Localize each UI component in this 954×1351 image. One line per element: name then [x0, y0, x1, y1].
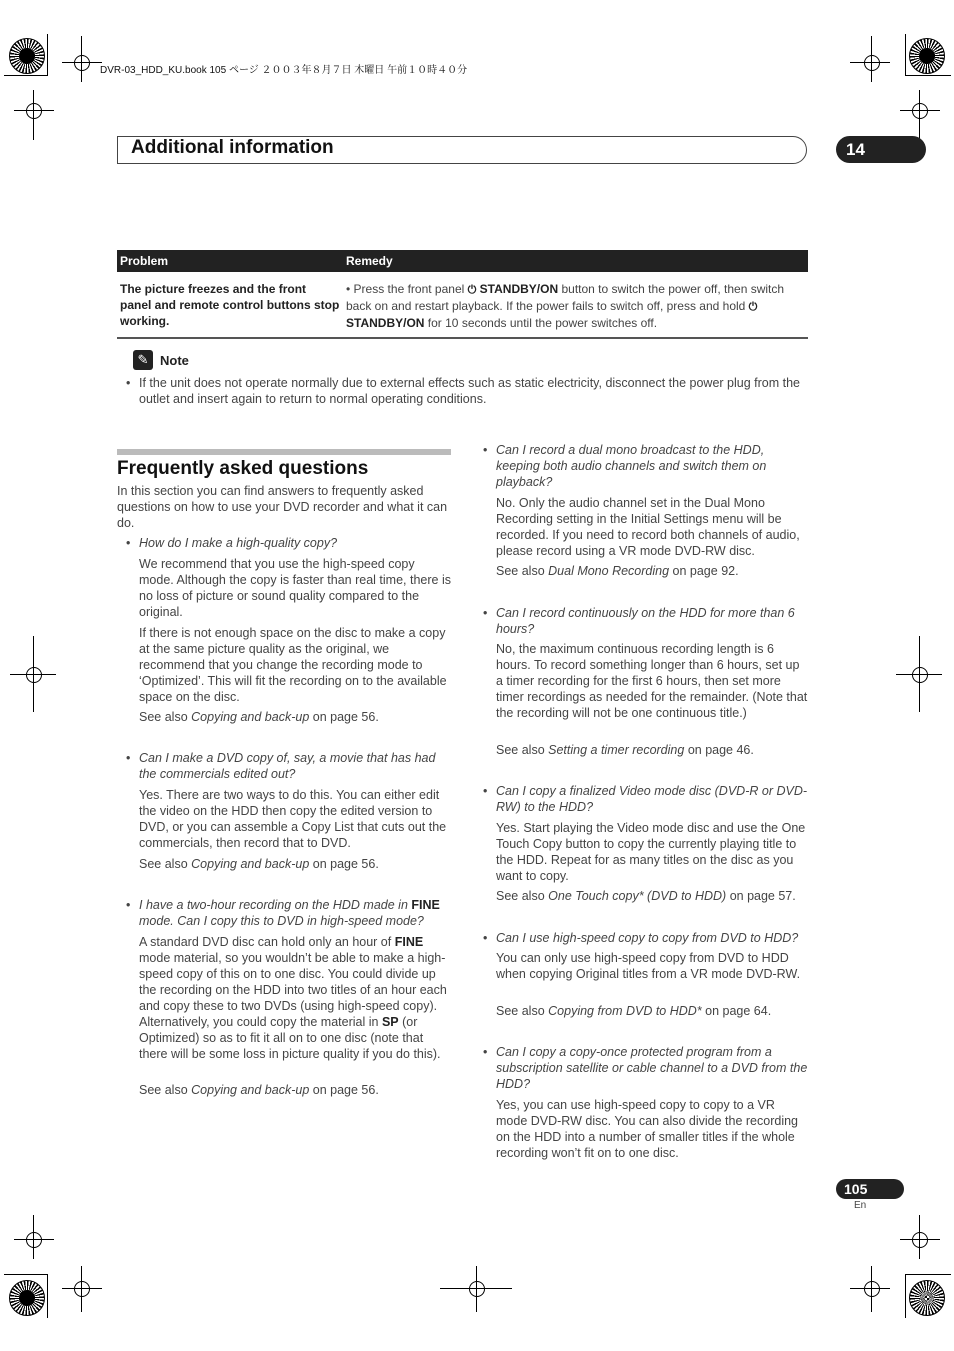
see-also-label: See also	[496, 889, 545, 903]
print-header: DVR-03_HDD_KU.book 105 ページ ２００３年８月７日 木曜日 午前１０時４０分	[100, 65, 468, 76]
standby-on-label: STANDBY/ON	[479, 282, 559, 296]
mode-fine: FINE	[394, 935, 424, 949]
crosshair-icon	[26, 103, 42, 119]
registration-sunburst-icon	[909, 38, 945, 74]
crop-mark	[47, 1274, 48, 1318]
faq-question	[483, 783, 808, 815]
see-also	[139, 856, 451, 872]
bullet: •	[483, 931, 488, 945]
faq-question	[483, 930, 808, 946]
crosshair-line	[850, 1288, 890, 1289]
see-also-label: See also	[496, 1004, 545, 1018]
answer-text: mode material, so you wouldn’t be able to make a high-speed copy of this on to one disc. You could divide up the recording on the HDD into two titles of an hour each and copy these to two DVDs (using high-speed copy). Alternatively, you could copy the material in	[139, 951, 447, 1029]
page-reference: on page 92.	[672, 564, 739, 578]
crosshair-icon	[26, 667, 42, 683]
question-text: mode. Can I copy this to DVD in high-speed mode?	[139, 914, 424, 928]
bullet: •	[126, 536, 131, 550]
see-also	[496, 742, 808, 758]
remedy-text: for 10 seconds until the power switches off.	[427, 316, 658, 330]
crosshair-line	[33, 90, 34, 140]
standby-on-label: STANDBY/ON	[346, 316, 425, 330]
crosshair-icon	[26, 1232, 42, 1248]
remedy-bullet: •	[346, 282, 351, 296]
section-title: Frequently asked questions	[117, 458, 369, 479]
page-reference: on page 56.	[312, 710, 379, 724]
bullet: •	[483, 443, 488, 457]
crosshair-icon	[912, 103, 928, 119]
answer-text: A standard DVD disc can hold only an hour of	[139, 935, 392, 949]
see-also	[496, 1003, 808, 1019]
faq-answer: No, the maximum continuous recording length is 6 hours. To record something longer than 6 hours, set up a timer recording for the first 6 hours, then set more timer recordings as needed for the remainder. (Note that the recording will not be one continuous title.)	[496, 642, 808, 720]
cross-reference: Dual Mono Recording	[548, 564, 670, 578]
faq-question	[483, 605, 808, 637]
question-text: Can I record continuously on the HDD for more than 6 hours?	[496, 606, 795, 636]
power-icon: ⏻	[467, 284, 477, 296]
registration-sunburst-icon	[909, 1280, 945, 1316]
see-also-label: See also	[139, 710, 188, 724]
answer-text: (or Optimized) so as to fit it all on to one disc (note that there will be some loss in picture quality if you do this).	[139, 1015, 441, 1061]
faq-answer: Yes, you can use high-speed copy to copy to a VR mode DVD-RW disc. You can also divide the recording on the HDD into a number of smaller titles if the whole recording won’t fit on to one disc.	[496, 1098, 799, 1160]
question-text: Can I copy a copy-once protected program from a subscription satellite or cable channel to a DVD from the HDD?	[496, 1045, 808, 1091]
remedy-text: Press the front panel	[353, 282, 465, 296]
see-also	[496, 563, 808, 579]
crosshair-line	[62, 1288, 102, 1289]
see-also-label: See also	[496, 743, 545, 757]
page-language: En	[854, 1200, 867, 1211]
faq-intro: In this section you can find answers to frequently asked questions on how to use your DVD recorder and what it can do.	[117, 484, 448, 530]
see-also-label: See also	[139, 1083, 188, 1097]
see-also	[496, 888, 808, 904]
troubleshooting-table	[117, 250, 808, 339]
chapter-number: 14	[846, 140, 865, 159]
bullet: •	[126, 898, 131, 912]
cross-reference: Copying and back-up	[191, 710, 310, 724]
cross-reference: Copying and back-up	[191, 857, 310, 871]
problem-cell: The picture freezes and the front panel and remote control buttons stop working.	[117, 272, 343, 338]
crosshair-line	[871, 36, 872, 82]
crosshair-icon	[74, 1281, 90, 1297]
pencil-icon: ✎	[133, 350, 153, 370]
question-text: Can I make a DVD copy of, say, a movie that has had the commercials edited out?	[139, 751, 436, 781]
registration-sunburst-icon	[9, 1280, 45, 1316]
crosshair-icon	[864, 1281, 880, 1297]
crop-mark	[905, 1274, 906, 1318]
question-text: How do I make a high-quality copy?	[139, 536, 338, 550]
page-reference: on page 57.	[729, 889, 796, 903]
crosshair-line	[919, 1215, 920, 1259]
remedy-cell	[343, 272, 808, 338]
question-text: Can I record a dual mono broadcast to the HDD, keeping both audio channels and switch them on playback?	[496, 443, 767, 489]
note-text: If the unit does not operate normally due to external effects such as static electricity, disconnect the power plug from the outlet and insert again to return to normal operating conditions.	[139, 376, 801, 406]
bullet: •	[483, 1045, 488, 1059]
faq-answer: Yes. There are two ways to do this. You can either edit the video on the HDD then copy the edited version to DVD, or you can assemble a Copy List that cuts out the commercials, then record that to DVD.	[139, 788, 447, 850]
crop-mark	[47, 34, 48, 76]
question-text: Can I copy a finalized Video mode disc (DVD-R or DVD-RW) to the HDD?	[496, 784, 808, 814]
cross-reference: One Touch copy* (DVD to HDD)	[548, 889, 727, 903]
bullet: •	[126, 376, 131, 390]
crop-mark	[4, 1274, 48, 1275]
crop-mark	[905, 75, 951, 76]
page-number: 105	[844, 1181, 868, 1197]
faq-question	[126, 750, 451, 782]
crop-mark	[4, 75, 48, 76]
power-icon: ⏻	[748, 301, 758, 313]
faq-question	[126, 535, 451, 551]
crosshair-line	[919, 636, 920, 712]
faq-answer: If there is not enough space on the disc to make a copy at the same picture quality as the original, we recommend that you change the recording mode to ‘Optimized’. This will fit the recording on to the available space on the disc.	[139, 626, 447, 704]
faq-answer: Yes. Start playing the Video mode disc and use the One Touch Copy button to copy the currently playing title to the HDD. Repeat for as many titles on the disc as you want to copy.	[496, 821, 806, 883]
cross-reference: Copying and back-up	[191, 1083, 310, 1097]
crosshair-line	[33, 636, 34, 712]
faq-question	[483, 1044, 808, 1092]
cross-reference: Setting a timer recording	[548, 743, 685, 757]
column-header-problem: Problem	[117, 250, 343, 272]
crosshair-line	[850, 62, 890, 63]
question-text: Can I use high-speed copy to copy from DVD to HDD?	[496, 931, 799, 945]
crosshair-icon	[912, 667, 928, 683]
crop-mark	[905, 34, 906, 76]
page-reference: on page 56.	[312, 857, 379, 871]
crosshair-line	[900, 1239, 940, 1240]
crosshair-line	[900, 110, 940, 111]
crosshair-line	[14, 1239, 54, 1240]
crosshair-line	[871, 1266, 872, 1312]
column-header-remedy: Remedy	[343, 250, 808, 272]
faq-answer: You can only use high-speed copy from DVD to HDD when copying Original titles from a VR mode DVD-RW.	[496, 951, 801, 981]
faq-answer: No. Only the audio channel set in the Dual Mono Recording setting in the Initial Settings menu will be recorded. If you need to record both channels of audio, please record using a VR mode DVD-RW disc.	[496, 496, 800, 558]
faq-question	[126, 897, 451, 929]
remedy-text: button to switch the power off, then switch back on and restart playback. If the power fails to switch off, press and hold	[346, 282, 785, 313]
bullet: •	[483, 784, 488, 798]
see-also-label: See also	[139, 857, 188, 871]
bullet: •	[126, 751, 131, 765]
note-label: Note	[160, 353, 189, 368]
mode-sp: SP	[381, 1015, 399, 1029]
bullet: •	[483, 606, 488, 620]
table-row	[117, 272, 808, 338]
table-header-row	[117, 250, 808, 272]
crop-mark	[905, 1274, 951, 1275]
chapter-title: Additional information	[131, 137, 334, 158]
crosshair-line	[33, 1215, 34, 1259]
crosshair-icon	[74, 55, 90, 71]
note-item	[126, 375, 808, 407]
question-text: I have a two-hour recording on the HDD made in	[139, 898, 408, 912]
see-also	[139, 1082, 451, 1098]
cross-reference: Copying from DVD to HDD*	[548, 1004, 702, 1018]
mode-fine: FINE	[411, 898, 440, 912]
registration-sunburst-icon	[9, 38, 45, 74]
crosshair-line	[476, 1266, 477, 1312]
crosshair-line	[81, 1266, 82, 1312]
crosshair-line	[81, 36, 82, 82]
faq-answer	[139, 934, 451, 1062]
crosshair-line	[62, 62, 102, 63]
page-number-badge	[836, 1179, 904, 1199]
page-reference: on page 46.	[687, 743, 754, 757]
crosshair-icon	[469, 1281, 485, 1297]
chapter-number-badge	[836, 136, 926, 163]
crosshair-icon	[912, 1232, 928, 1248]
page-reference: on page 56.	[312, 1083, 379, 1097]
see-also	[139, 709, 451, 725]
crosshair-icon	[864, 55, 880, 71]
crosshair-line	[14, 110, 54, 111]
faq-answer: We recommend that you use the high-speed copy mode. Although the copy is faster than real time, there is no loss of picture or sound quality compared to the original.	[139, 557, 451, 619]
section-rule	[117, 449, 451, 455]
crosshair-line	[919, 90, 920, 140]
page-reference: on page 64.	[705, 1004, 772, 1018]
see-also-label: See also	[496, 564, 545, 578]
faq-question	[483, 442, 808, 490]
